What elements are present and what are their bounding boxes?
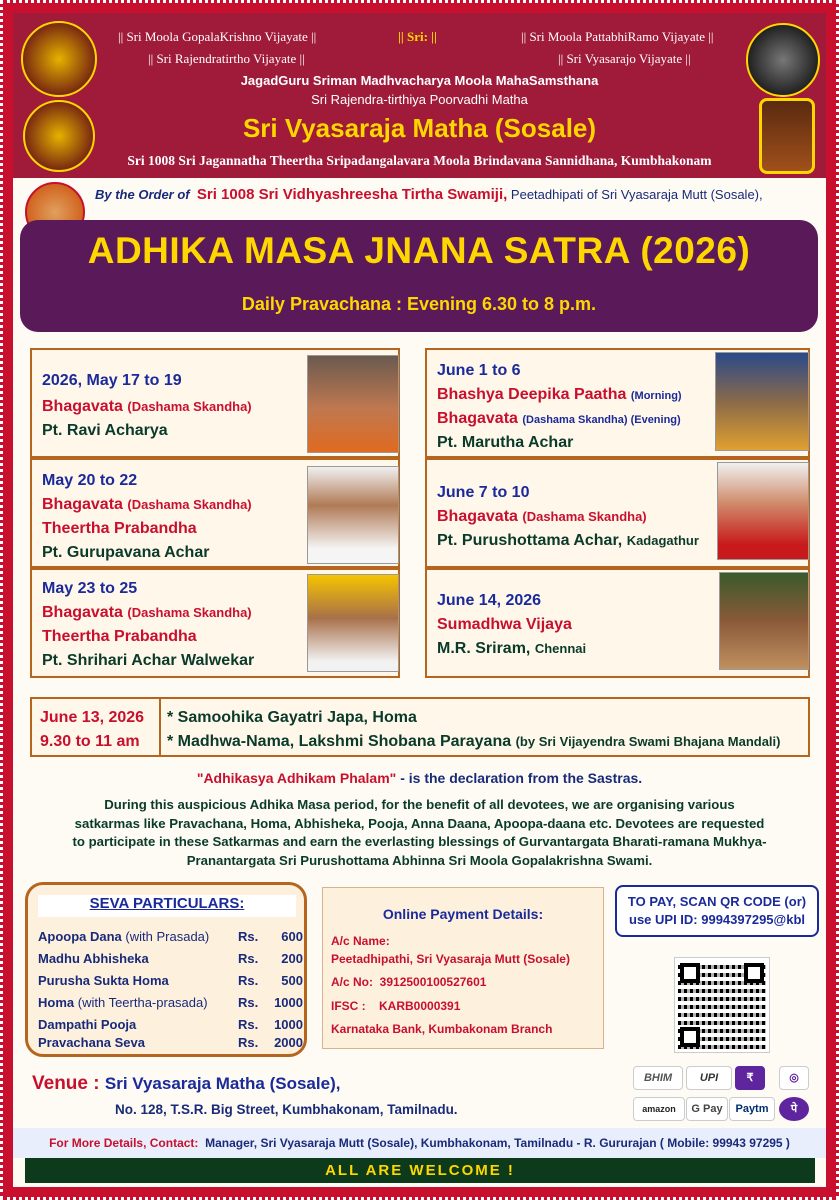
special-item2: * Madhwa-Nama, Lakshmi Shobana Parayana (by Sri Vijayendra Swami Bhajana Mandali) [167, 733, 781, 750]
session-date: May 20 to 22 [42, 472, 138, 489]
bank-name: Karnataka Bank, Kumbakonam Branch [331, 1022, 553, 1036]
seva-row: Pravachana Seva Rs. 2000 [38, 1035, 303, 1050]
session-speaker: Pt. Marutha Achar [437, 434, 574, 451]
payment-details [322, 887, 604, 1049]
upi-line1: TO PAY, SCAN QR CODE (or) [627, 894, 807, 909]
seva-row: Dampathi Pooja Rs. 1000 [38, 1017, 303, 1032]
session-topic2: Theertha Prabandha [42, 628, 197, 645]
speaker-photo [719, 572, 809, 670]
session-card [425, 348, 810, 458]
header-line2-right: || Sri Vyasarajo Vijayate || [558, 51, 691, 66]
bhim-upi-icon: ◎ [779, 1066, 809, 1090]
session-card [30, 458, 400, 568]
speaker-photo [715, 352, 809, 451]
header-line3: JagadGuru Sriman Madhvacharya Moola MahaSamsthana [240, 73, 599, 88]
session-speaker: Pt. Gurupavana Achar [42, 544, 210, 561]
paytm-logo: Paytm [729, 1097, 775, 1121]
session-speaker: Pt. Shrihari Achar Walwekar [42, 652, 255, 669]
session-speaker: M.R. Sriram, Chennai [437, 640, 587, 657]
description-paragraph: During this auspicious Adhika Masa period, for the benefit of all devotees, we are organising various satkarmas like Pravachana, Homa, Abhisheka, Pooja, Anna Daana, Apoopa-daana etc. Devotees are requested to participate in these Satkarmas and earn the everlasting blessings of Gurvantargata Bharati-ramana Mukhya- Pranantargata Sri Purushottama Abhinna Sri Moola Gopalakrishna Swami. [72, 797, 767, 868]
header-line1-mid: || Sri: || [398, 29, 437, 44]
session-date: June 14, 2026 [437, 592, 542, 609]
phonepe-icon: ₹ [735, 1066, 765, 1090]
session-date: June 7 to 10 [437, 484, 530, 501]
amazonpay-logo: amazon [633, 1097, 685, 1121]
session-date: May 23 to 25 [42, 580, 138, 597]
quote: "Adhikasya Adhikam Phalam" - is the declaration from the Sastras. [196, 770, 643, 786]
special-event [30, 697, 810, 757]
upi-logo: UPI [686, 1066, 732, 1090]
session-date: June 1 to 6 [437, 362, 521, 379]
qr-code [675, 958, 769, 1052]
seva-row: Purusha Sukta Homa Rs. 500 [38, 973, 303, 988]
order-line [95, 186, 763, 203]
welcome-banner: ALL ARE WELCOME ! [25, 1158, 815, 1183]
upi-box [615, 885, 819, 937]
session-date: 2026, May 17 to 19 [42, 372, 182, 389]
special-item1: * Samoohika Gayatri Japa, Homa [167, 709, 417, 726]
session-card [30, 568, 400, 678]
speaker-photo [307, 355, 399, 453]
header-line2-left: || Sri Rajendratirtho Vijayate || [148, 51, 305, 66]
speaker-photo [717, 462, 809, 560]
header-title: Sri Vyasaraja Matha (Sosale) [242, 113, 597, 143]
venue: Venue : Sri Vyasaraja Matha (Sosale), [32, 1073, 341, 1094]
session-card [30, 348, 400, 458]
session-speaker: Pt. Purushottama Achar, Kadagathur [437, 532, 699, 549]
divider [159, 699, 161, 755]
order-name: Sri 1008 Sri Vidhyashreesha Tirtha Swamiji, [196, 186, 508, 203]
session-topic: Sumadhwa Vijaya [437, 616, 572, 633]
seva-heading: SEVA PARTICULARS: [38, 895, 296, 917]
title-banner [20, 220, 818, 332]
session-topic: Bhagavata (Dashama Skandha) [42, 604, 252, 621]
banner-subtitle: Daily Pravachana : Evening 6.30 to 8 p.m. [241, 294, 597, 314]
session-topic: Bhagavata (Dashama Skandha) [42, 496, 252, 513]
header-line1-right: || Sri Moola PattabhiRamo Vijayate || [521, 29, 714, 44]
venue-address: No. 128, T.S.R. Big Street, Kumbhakonam, Tamilnadu. [115, 1102, 458, 1117]
bhim-logo: BHIM [633, 1066, 683, 1090]
contact-bar: For More Details, Contact: Manager, Sri Vyasaraja Mutt (Sosale), Kumbhakonam, Tamilnadu - R. Gururajan ( Mobile: 99943 97295 ) [13, 1128, 826, 1158]
order-post: Peetadhipati of Sri Vyasaraja Mutt (Sosale), [510, 187, 763, 202]
session-card [425, 458, 810, 568]
header-line1-left: || Sri Moola GopalaKrishno Vijayate || [118, 29, 317, 44]
phonepe-logo: पे [779, 1097, 809, 1121]
special-date: June 13, 2026 [40, 709, 145, 726]
seva-row: Apoopa Dana (with Prasada) Rs. 600 [38, 929, 303, 944]
seva-row: Madhu Abhisheka Rs. 200 [38, 951, 303, 966]
session-topic2: Bhagavata (Dashama Skandha) (Evening) [437, 410, 681, 427]
session-card [425, 568, 810, 678]
speaker-photo [307, 574, 399, 672]
session-speaker: Pt. Ravi Acharya [42, 422, 168, 439]
session-topic: Bhagavata (Dashama Skandha) [42, 398, 252, 415]
session-topic: Bhagavata (Dashama Skandha) [437, 508, 647, 525]
session-topic2: Theertha Prabandha [42, 520, 197, 537]
seva-row: Homa (with Teertha-prasada) Rs. 1000 [38, 995, 303, 1010]
seva-particulars [25, 882, 307, 1057]
session-topic: Bhashya Deepika Paatha (Morning) [437, 386, 682, 403]
upi-line2: use UPI ID: 9994397295@kbl [629, 912, 805, 927]
acname-value: Peetadhipathi, Sri Vyasaraja Mutt (Sosale) [331, 952, 570, 966]
header-line5: Sri 1008 Sri Jagannatha Theertha Sripadangalavara Moola Brindavana Sannidhana, Kumbhakonam [127, 153, 712, 168]
banner-title: ADHIKA MASA JNANA SATRA (2026) [87, 230, 751, 271]
acname-label: A/c Name: [331, 934, 390, 948]
ifsc: IFSC : KARB0000391 [331, 999, 461, 1013]
gpay-logo: G Pay [686, 1097, 728, 1121]
header-line4: Sri Rajendra-tirthiya Poorvadhi Matha [311, 92, 528, 107]
special-time: 9.30 to 11 am [40, 733, 140, 750]
acno: A/c No: 3912500100527601 [331, 975, 487, 989]
payment-heading: Online Payment Details: [382, 906, 544, 922]
speaker-photo [307, 466, 399, 564]
order-pre: By the Order of [95, 187, 190, 202]
header [13, 13, 826, 178]
